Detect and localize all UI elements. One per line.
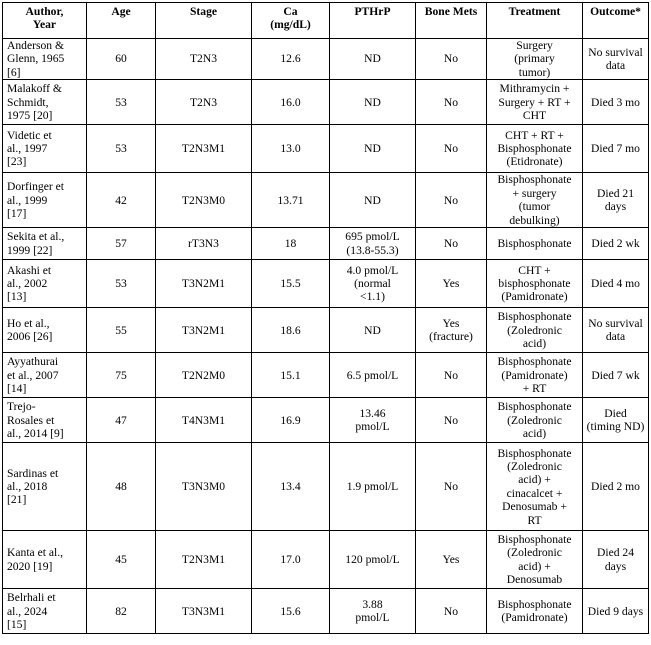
- cell-outcome: No survival data: [583, 39, 649, 80]
- table-row: [3, 228, 649, 260]
- cell-author: Dorfinger et al., 1999 [17]: [3, 173, 87, 228]
- cell-calcium: 12.6: [252, 39, 330, 80]
- cell-outcome: Died 21 days: [583, 173, 649, 228]
- cell-bone-mets: Yes (fracture): [416, 308, 487, 353]
- cell-stage: T3N2M1: [156, 308, 252, 353]
- table-row: [3, 125, 649, 173]
- cell-author: Videtic et al., 1997 [23]: [3, 125, 87, 173]
- cell-stage: T2N3M0: [156, 173, 252, 228]
- table-row: [3, 80, 649, 125]
- table-row: [3, 39, 649, 80]
- cell-stage: T3N3M1: [156, 589, 252, 634]
- cell-calcium: 17.0: [252, 531, 330, 589]
- cell-bone-mets: Yes: [416, 260, 487, 308]
- table-row: [3, 260, 649, 308]
- cell-bone-mets: Yes: [416, 531, 487, 589]
- cell-age: 55: [87, 308, 156, 353]
- cell-pthrp: 13.46 pmol/L: [330, 398, 416, 443]
- cell-bone-mets: No: [416, 398, 487, 443]
- cell-pthrp: ND: [330, 39, 416, 80]
- header-age: Age: [87, 3, 156, 39]
- cell-treatment: Bisphosphonate (Pamidronate) + RT: [487, 353, 583, 398]
- cell-treatment: Bisphosphonate (Pamidronate): [487, 589, 583, 634]
- cell-calcium: 15.5: [252, 260, 330, 308]
- cell-calcium: 13.71: [252, 173, 330, 228]
- header-treatment: Treatment: [487, 3, 583, 39]
- cell-pthrp: 4.0 pmol/L (normal <1.1): [330, 260, 416, 308]
- cell-author: Anderson & Glenn, 1965 [6]: [3, 39, 87, 80]
- cell-outcome: Died 3 mo: [583, 80, 649, 125]
- cell-treatment: Bisphosphonate (Zoledronic acid) + Denosumab: [487, 531, 583, 589]
- table-row: [3, 443, 649, 531]
- cell-author: Kanta et al., 2020 [19]: [3, 531, 87, 589]
- cell-treatment: Surgery (primary tumor): [487, 39, 583, 80]
- cell-calcium: 15.1: [252, 353, 330, 398]
- cell-treatment: Bisphosphonate (Zoledronic acid): [487, 308, 583, 353]
- cell-stage: T2N3M1: [156, 125, 252, 173]
- cell-outcome: Died (timing ND): [583, 398, 649, 443]
- cell-age: 47: [87, 398, 156, 443]
- cell-pthrp: 6.5 pmol/L: [330, 353, 416, 398]
- table-row: [3, 308, 649, 353]
- cell-bone-mets: No: [416, 80, 487, 125]
- cell-author: Akashi et al., 2002 [13]: [3, 260, 87, 308]
- cell-outcome: Died 24 days: [583, 531, 649, 589]
- header-row: [3, 3, 649, 39]
- header-author-year: Author, Year: [3, 3, 87, 39]
- cell-age: 57: [87, 228, 156, 260]
- cell-author: Belrhali et al., 2024 [15]: [3, 589, 87, 634]
- cell-calcium: 18.6: [252, 308, 330, 353]
- cell-calcium: 16.9: [252, 398, 330, 443]
- cell-stage: rT3N3: [156, 228, 252, 260]
- cell-outcome: Died 7 mo: [583, 125, 649, 173]
- cell-age: 42: [87, 173, 156, 228]
- cell-stage: T2N3: [156, 80, 252, 125]
- cell-calcium: 13.0: [252, 125, 330, 173]
- cell-calcium: 16.0: [252, 80, 330, 125]
- cell-stage: T3N3M0: [156, 443, 252, 531]
- case-table: [2, 2, 649, 634]
- cell-author: Sekita et al., 1999 [22]: [3, 228, 87, 260]
- cell-bone-mets: No: [416, 353, 487, 398]
- cell-stage: T2N3M1: [156, 531, 252, 589]
- cell-age: 75: [87, 353, 156, 398]
- cell-calcium: 13.4: [252, 443, 330, 531]
- cell-calcium: 18: [252, 228, 330, 260]
- cell-age: 53: [87, 80, 156, 125]
- cell-bone-mets: No: [416, 589, 487, 634]
- cell-outcome: Died 4 mo: [583, 260, 649, 308]
- cell-stage: T3N2M1: [156, 260, 252, 308]
- cell-pthrp: 695 pmol/L (13.8-55.3): [330, 228, 416, 260]
- header-stage: Stage: [156, 3, 252, 39]
- cell-age: 82: [87, 589, 156, 634]
- table-row: [3, 398, 649, 443]
- cell-pthrp: 1.9 pmol/L: [330, 443, 416, 531]
- cell-author: Ho et al., 2006 [26]: [3, 308, 87, 353]
- table-row: [3, 173, 649, 228]
- cell-author: Ayyathurai et al., 2007 [14]: [3, 353, 87, 398]
- cell-stage: T4N3M1: [156, 398, 252, 443]
- cell-outcome: Died 7 wk: [583, 353, 649, 398]
- cell-treatment: Bisphosphonate (Zoledronic acid): [487, 398, 583, 443]
- header-outcome: Outcome*: [583, 3, 649, 39]
- cell-treatment: Bisphosphonate (Zoledronic acid) + cinacalcet + Denosumab + RT: [487, 443, 583, 531]
- cell-pthrp: ND: [330, 80, 416, 125]
- table-row: [3, 353, 649, 398]
- cell-outcome: Died 9 days: [583, 589, 649, 634]
- cell-pthrp: 3.88 pmol/L: [330, 589, 416, 634]
- cell-calcium: 15.6: [252, 589, 330, 634]
- cell-bone-mets: No: [416, 39, 487, 80]
- cell-author: Malakoff & Schmidt, 1975 [20]: [3, 80, 87, 125]
- cell-author: Sardinas et al., 2018 [21]: [3, 443, 87, 531]
- cell-age: 53: [87, 125, 156, 173]
- cell-pthrp: ND: [330, 125, 416, 173]
- cell-age: 45: [87, 531, 156, 589]
- cell-age: 60: [87, 39, 156, 80]
- cell-outcome: No survival data: [583, 308, 649, 353]
- table-row: [3, 589, 649, 634]
- cell-pthrp: ND: [330, 173, 416, 228]
- cell-treatment: CHT + RT + Bisphosphonate (Etidronate): [487, 125, 583, 173]
- cell-treatment: CHT + bisphosphonate (Pamidronate): [487, 260, 583, 308]
- cell-outcome: Died 2 mo: [583, 443, 649, 531]
- cell-stage: T2N2M0: [156, 353, 252, 398]
- cell-age: 53: [87, 260, 156, 308]
- cell-outcome: Died 2 wk: [583, 228, 649, 260]
- cell-treatment: Bisphosphonate: [487, 228, 583, 260]
- cell-stage: T2N3: [156, 39, 252, 80]
- table-row: [3, 531, 649, 589]
- cell-pthrp: ND: [330, 308, 416, 353]
- cell-bone-mets: No: [416, 173, 487, 228]
- cell-treatment: Mithramycin + Surgery + RT + CHT: [487, 80, 583, 125]
- cell-age: 48: [87, 443, 156, 531]
- cell-treatment: Bisphosphonate + surgery (tumor debulking): [487, 173, 583, 228]
- cell-bone-mets: No: [416, 228, 487, 260]
- header-pthrp: PTHrP: [330, 3, 416, 39]
- cell-pthrp: 120 pmol/L: [330, 531, 416, 589]
- cell-author: Trejo- Rosales et al., 2014 [9]: [3, 398, 87, 443]
- cell-bone-mets: No: [416, 443, 487, 531]
- header-bone-mets: Bone Mets: [416, 3, 487, 39]
- cell-bone-mets: No: [416, 125, 487, 173]
- header-calcium: Ca (mg/dL): [252, 3, 330, 39]
